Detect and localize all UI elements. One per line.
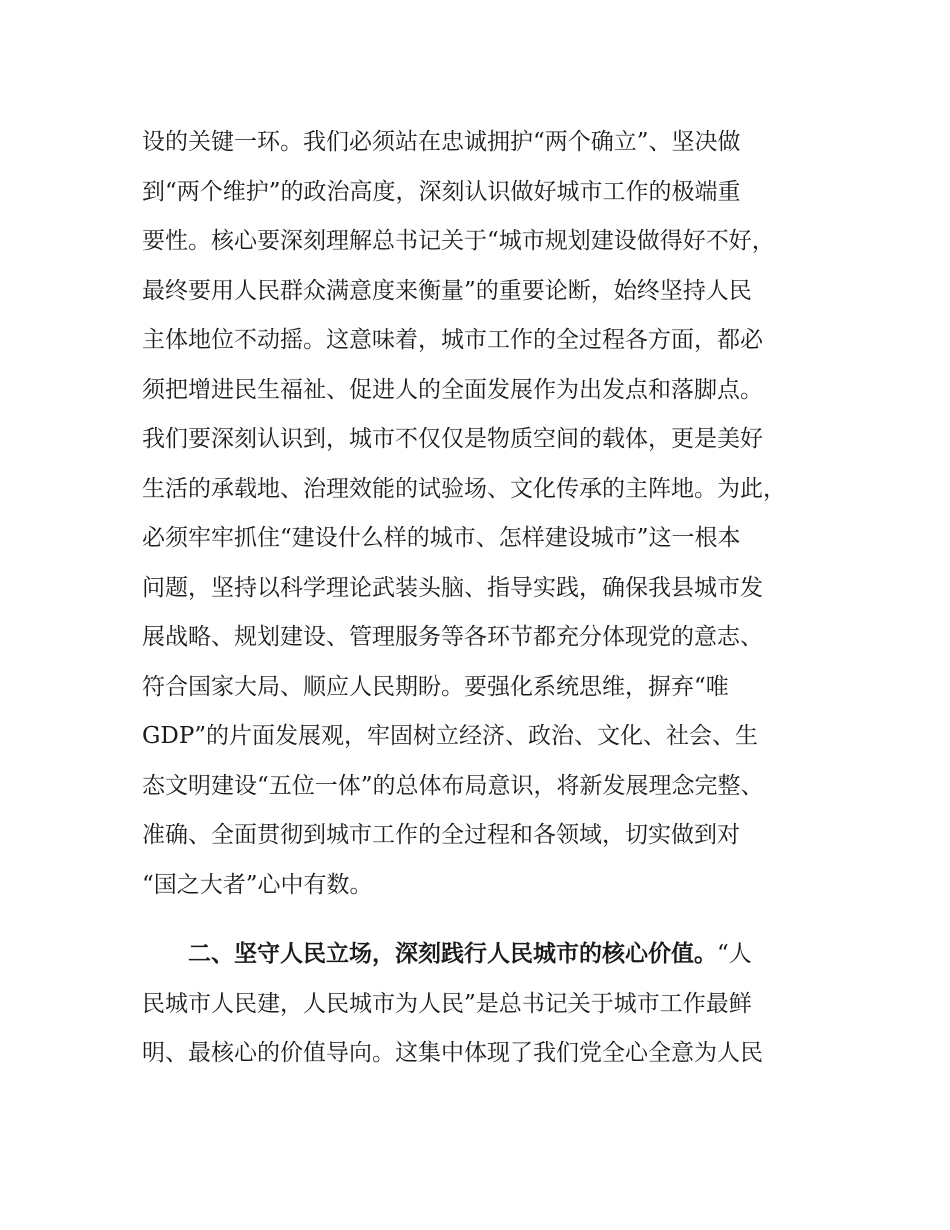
paragraph-line: 明、最核心的价值导向。这集中体现了我们党全心全意为人民 [142,1040,763,1066]
paragraph-line: 设的关键一环。我们必须站在忠诚拥护“两个确立”、坚决做 [142,129,741,155]
paragraph-line: 民城市人民建，人民城市为人民”是总书记关于城市工作最鲜 [142,990,752,1017]
paragraph-first-line [142,930,822,980]
paragraph-line: 要性。核心要深刻理解总书记关于“城市规划建设做得好不好， [142,228,775,254]
paragraph-2 [142,930,822,1079]
paragraph-line: 问题，坚持以科学理论武装头脑、指导实践，确保我县城市发 [142,574,763,601]
paragraph-line: 我们要深刻认识到，城市不仅仅是物质空间的载体，更是美好 [142,426,763,452]
paragraph-line: 态文明建设“五位一体”的总体布局意识，将新发展理念完整、 [142,772,764,799]
paragraph-line: 展战略、规划建设、管理服务等各环节都充分体现党的意志、 [142,624,763,650]
paragraph-line: 主体地位不动摇。这意味着，城市工作的全过程各方面，都必 [142,327,763,353]
paragraph-line: 最终要用人民群众满意度来衡量”的重要论断，始终坚持人民 [142,277,752,304]
paragraph-line: 必须牢牢抓住“建设什么样的城市、怎样建设城市”这一根本 [142,525,741,551]
paragraph-line: 须把增进民生福祉、促进人的全面发展作为出发点和落脚点。 [142,376,763,403]
paragraph-line: “国之大者”心中有数。 [142,871,373,898]
paragraph-line: GDP”的片面发展观，牢固树立经济、政治、文化、社会、生 [142,723,759,749]
paragraph-line-tail: “人 [717,941,752,967]
paragraph-line: 生活的承载地、治理效能的试验场、文化传承的主阵地。为此， [142,475,786,502]
paragraph-1 [142,118,822,910]
paragraph-line: 符合国家大局、顺应人民期盼。要强化系统思维，摒弃“唯 [142,673,729,700]
paragraph-line: 准确、全面贯彻到城市工作的全过程和各领域，切实做到对 [142,822,740,848]
section-heading: 二、坚守人民立场，深刻践行人民城市的核心价值。 [188,941,717,967]
paragraph-line: 到“两个维护”的政治高度，深刻认识做好城市工作的极端重 [142,178,741,205]
